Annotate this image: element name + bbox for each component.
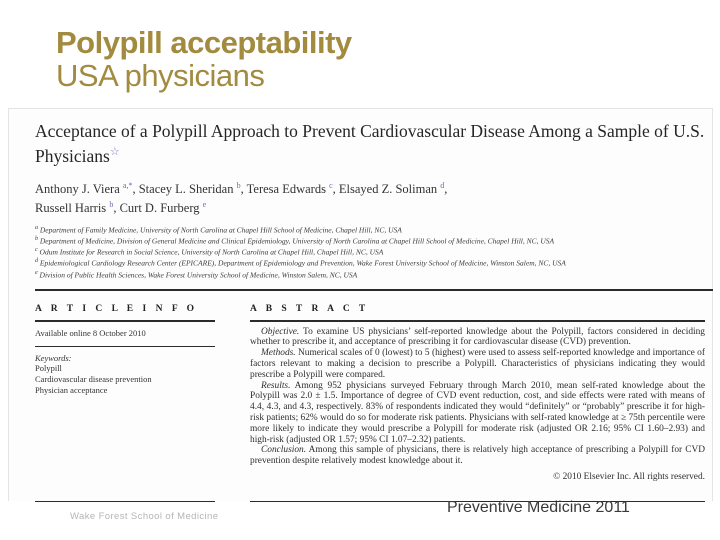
author: Stacey L. Sheridan $^b$ <box>138 180 241 196</box>
copyright-line: © 2010 Elsevier Inc. All rights reserved. <box>553 471 705 482</box>
author: Russell Harris $^b$ <box>35 199 114 216</box>
slide-footer-branding: Wake Forest School of Medicine <box>70 511 219 522</box>
divider-full-width <box>35 289 713 291</box>
article-info-section <box>35 304 215 502</box>
keyword: Physician acceptance <box>35 384 108 395</box>
keyword: Polypill <box>35 362 62 373</box>
abstract-paragraph: Results. Among 952 physicians surveyed February through March 2010, mean self-rated knowledge about the Polypill was 2.0 ± 1.5. Importance of degree of CVD event reduction, cost, and side effects were rated with means of 4.4, 4.3, and 4.3, respectively. 83% of respondents indicated they would “definitely” or “probably” prescribe it for high-risk patients; 62% would do so for moderate risk patients. Physicians with self-rated knowledge at ≥ 75th percentile were more likely to indicate they would prescribe a Polypill for moderate risk (adjusted OR 2.16; 95% CI 1.60–2.93) and high-risk (adjusted OR 1.57; 95% CI 1.07–2.32) patients. <box>250 380 705 445</box>
divider <box>250 320 705 322</box>
keyword-list <box>35 363 215 396</box>
abstract-paragraph: Conclusion. Among this sample of physicians, there is relatively high acceptance of prescribing a Polypill for CVD prevention despite relatively modest knowledge about it. <box>250 445 705 467</box>
two-column-area <box>35 304 705 502</box>
author-list: Anthony J. Viera $^{a,*}$, Stacey L. Sheridan $^b$, Teresa Edwards $^c$, Elsayed Z. Soliman $^d$, Russell Harris $^b$, Curt D. Furberg $^e$ <box>35 180 448 216</box>
abstract-heading: A B S T R A C T <box>250 303 369 314</box>
divider <box>35 346 215 347</box>
available-online-date: Available online 8 October 2010 <box>35 327 146 338</box>
author: Elsayed Z. Soliman $^d$ <box>338 180 445 196</box>
abstract-paragraph: Objective. To examine US physicians’ self-reported knowledge about the Polypill, factors considered in deciding whether to prescribe it, and acceptance of prescribing it for cardiovascular disease (CVD) prevention. <box>250 326 705 348</box>
abstract-section <box>250 304 705 502</box>
paper-screenshot <box>8 108 713 501</box>
abstract-paragraph: Methods. Numerical scales of 0 (lowest) to 5 (highest) were used to assess self-reported knowledge and importance of factors relevant to making a decision to prescribe a Polypill. Characteristics of physicians indicating they would prescribe a Polypill were compared. <box>250 348 705 380</box>
article-info-heading: A R T I C L E I N F O <box>35 303 198 314</box>
divider <box>35 320 215 322</box>
affiliation: $^b$ Department of Medicine, Division of General Medicine and Clinical Epidemiology, University of North Carolina at Chapel Hill School of Medicine, Chapel Hill, NC, USA <box>35 236 555 246</box>
slide-title <box>56 26 352 92</box>
abstract-paragraphs <box>250 327 705 467</box>
paper-content <box>35 121 705 502</box>
author: Curt D. Furberg $^e$ <box>119 199 207 216</box>
keywords-label: Keywords: <box>35 352 72 363</box>
author: Anthony J. Viera $^{a,*}$ <box>35 180 133 196</box>
affiliation-list <box>35 224 705 279</box>
divider <box>35 501 215 502</box>
slide-title-line2: USA physicians <box>56 58 265 93</box>
title-footnote-star: ☆ <box>109 146 120 158</box>
affiliation: $^d$ Epidemiological Cardiology Research Center (EPICARE), Department of Epidemiology and Prevention, Wake Forest University School of Medicine, Winston Salem, NC, USA <box>35 258 566 268</box>
affiliation: $^e$ Division of Public Health Sciences, Wake Forest University School of Medicine, Winston Salem, NC, USA <box>35 269 358 280</box>
journal-citation: Preventive Medicine 2011 <box>447 499 630 516</box>
paper-title-text: Acceptance of a Polypill Approach to Prevent Cardiovascular Disease Among a Sample of U.S. Physicians <box>35 121 705 166</box>
author: Teresa Edwards $^c$ <box>246 180 333 196</box>
slide-title-line1: Polypill acceptability <box>56 25 352 60</box>
paper-title <box>35 121 705 167</box>
keyword: Cardiovascular disease prevention <box>35 373 152 384</box>
affiliation: $^a$ Department of Family Medicine, University of North Carolina at Chapel Hill School of Medicine, Chapel Hill, NC, USA <box>35 225 402 235</box>
affiliation: $^c$ Odum Institute for Research in Social Science, University of North Carolina at Chapel Hill, Chapel Hill, NC, USA <box>35 247 384 257</box>
